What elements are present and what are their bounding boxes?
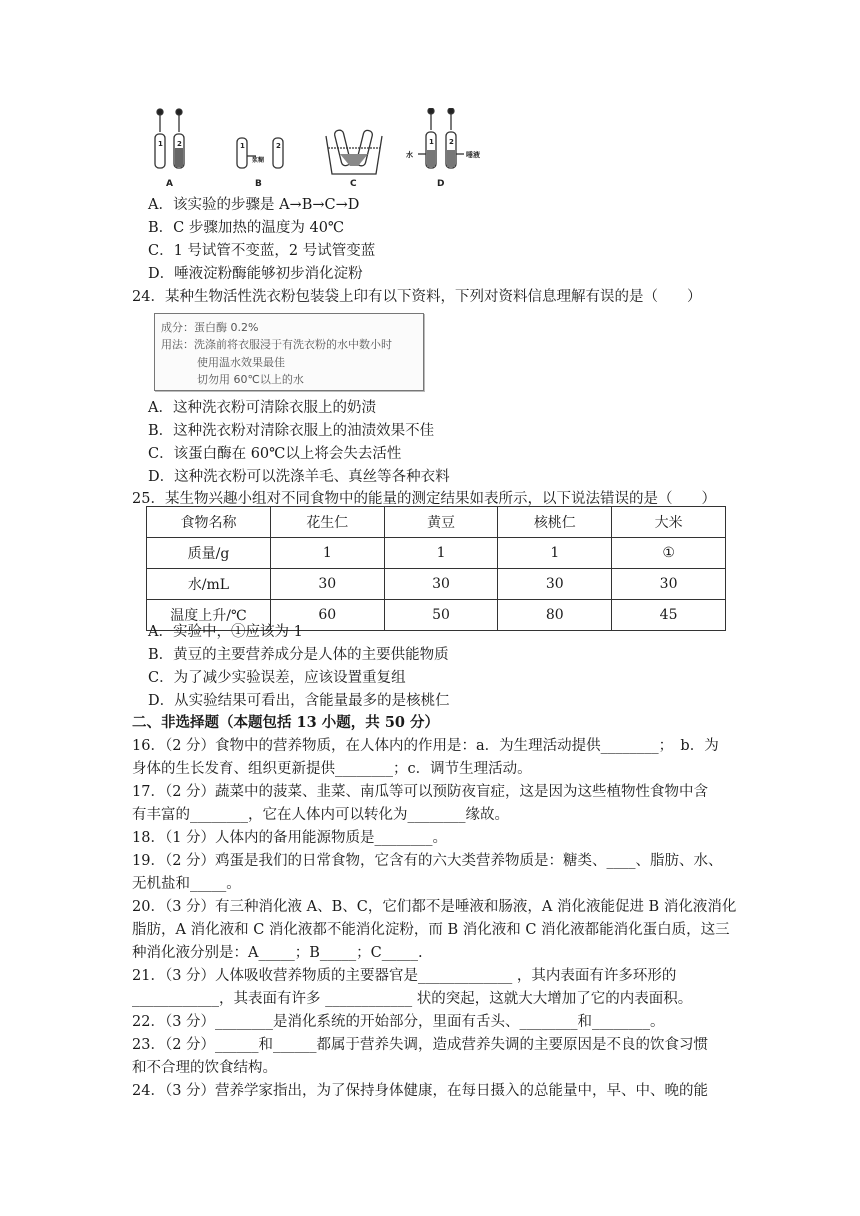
table-cell: ①: [612, 538, 726, 569]
q25-option-c: C．为了减少实验误差，应该设置重复组: [148, 670, 406, 686]
figure-label-b: B: [255, 179, 262, 189]
q24-option-c: C．该蛋白酶在 60℃以上将会失去活性: [148, 446, 402, 462]
d-right-tag: 唾液: [466, 151, 480, 159]
figure-label-a: A: [166, 179, 173, 189]
table-cell: 45: [612, 600, 726, 631]
table-cell: 30: [384, 569, 498, 600]
question-line: 22．（3 分）________是消化系统的开始部分，里面有舌头、________和________。: [132, 1014, 665, 1030]
b-tag: 浆糊: [252, 157, 265, 164]
question-line: ____________，其表面有许多 ____________ 状的突起，这就大大增加了它的内表面积。: [132, 991, 693, 1007]
table-header-cell: 花生仁: [270, 507, 384, 538]
table-cell: 30: [612, 569, 726, 600]
tube-number: 2: [177, 140, 182, 148]
table-cell: 质量/g: [147, 538, 271, 569]
question-line: 20．（3 分）有三种消化液 A、B、C，它们都不是唾液和肠液，A 消化液能促进 B 消化液消化: [132, 899, 737, 915]
q24-stem: 24．某种生物活性洗衣粉包装袋上印有以下资料，下列对资料信息理解有误的是（ ）: [132, 289, 702, 305]
info-line: 使用温水效果最佳: [197, 356, 285, 369]
question-line: 18．（1 分）人体内的备用能源物质是________。: [132, 830, 448, 846]
q24-option-b: B．这种洗衣粉对清除衣服上的油渍效果不佳: [148, 423, 435, 439]
test-tube-experiment-figure: [150, 108, 490, 194]
test-tube-diagram: [150, 108, 490, 194]
question-line: 21．（3 分）人体吸收营养物质的主要器官是_____________ ，其内表面有许多环形的: [132, 968, 677, 984]
question-line: 16．（2 分）食物中的营养物质，在人体内的作用是：a．为生理活动提供________； b．为: [132, 738, 719, 754]
table-cell: 温度上升/℃: [147, 600, 271, 631]
table-cell: 80: [498, 600, 612, 631]
question-line: 24．（3 分）营养学家指出，为了保持身体健康，在每日摄入的总能量中，早、中、晚的能: [132, 1083, 709, 1099]
table-cell: 30: [270, 569, 384, 600]
tube-number: 2: [449, 138, 454, 146]
table-row: [147, 538, 726, 569]
d-left-tag: 水: [406, 151, 413, 159]
q25-stem: 25．某生物兴趣小组对不同食物中的能量的测定结果如表所示，以下说法错误的是（ ）: [132, 491, 716, 507]
table-header-cell: 食物名称: [147, 507, 271, 538]
q25-option-d: D．从实验结果可看出，含能量最多的是核桃仁: [148, 693, 450, 709]
q23-option-a: A．该实验的步骤是 A→B→C→D: [148, 197, 360, 213]
table-cell: 60: [270, 600, 384, 631]
question-line: 身体的生长发育、组织更新提供________；c．调节生理活动。: [132, 761, 532, 777]
table-header-cell: 黄豆: [384, 507, 498, 538]
table-header-row: [147, 507, 726, 538]
question-line: 和不合理的饮食结构。: [132, 1060, 277, 1076]
tube-number: 2: [276, 142, 281, 150]
question-line: 17．（2 分）蔬菜中的菠菜、韭菜、南瓜等可以预防夜盲症，这是因为这些植物性食物中含: [132, 784, 709, 800]
table-cell: 水/mL: [147, 569, 271, 600]
q23-option-d: D．唾液淀粉酶能够初步消化淀粉: [148, 266, 363, 282]
question-line: 种消化液分别是：A_____；B_____；C_____.: [132, 945, 423, 961]
question-line: 脂肪，A 消化液和 C 消化液都不能消化淀粉，而 B 消化液和 C 消化液都能消化蛋白质，这三: [132, 922, 730, 938]
tube-number: 1: [429, 138, 434, 146]
question-line: 有丰富的________，它在人体内可以转化为________缘故。: [132, 807, 509, 823]
table-cell: 30: [498, 569, 612, 600]
q23-option-c: C．1 号试管不变蓝，2 号试管变蓝: [148, 243, 376, 259]
table-header-cell: 核桃仁: [498, 507, 612, 538]
figure-label-d: D: [437, 179, 445, 189]
info-line: 成分：蛋白酶 0.2%: [161, 321, 259, 334]
q25-option-b: B．黄豆的主要营养成分是人体的主要供能物质: [148, 647, 449, 663]
tube-number: 1: [158, 140, 163, 148]
question-line: 无机盐和_____。: [132, 876, 241, 892]
table-cell: 1: [270, 538, 384, 569]
info-line: 切勿用 60℃以上的水: [197, 373, 304, 386]
detergent-info-box: [154, 313, 424, 391]
question-line: 19．（2 分）鸡蛋是我们的日常食物，它含有的六大类营养物质是：糖类、____、脂肪、水、: [132, 853, 723, 869]
info-line: 用法：洗涤前将衣服浸于有洗衣粉的水中数小时: [161, 338, 392, 351]
table-header-cell: 大米: [612, 507, 726, 538]
food-energy-table: [146, 506, 726, 631]
q25-option-a: A．实验中，①应该为 1: [148, 624, 303, 640]
q23-option-b: B．C 步骤加热的温度为 40℃: [148, 220, 345, 236]
table-cell: 1: [384, 538, 498, 569]
section-heading: 二、非选择题（本题包括 13 小题，共 50 分）: [132, 714, 440, 731]
question-line: 23．（2 分）______和______都属于营养失调，造成营养失调的主要原因是不良的饮食习惯: [132, 1037, 709, 1053]
table-cell: 1: [498, 538, 612, 569]
q24-option-a: A．这种洗衣粉可清除衣服上的奶渍: [148, 400, 376, 416]
tube-number: 1: [240, 142, 245, 150]
table-row: [147, 569, 726, 600]
q24-option-d: D．这种洗衣粉可以洗涤羊毛、真丝等各种衣料: [148, 469, 450, 485]
figure-label-c: C: [350, 179, 357, 189]
table-cell: 50: [384, 600, 498, 631]
